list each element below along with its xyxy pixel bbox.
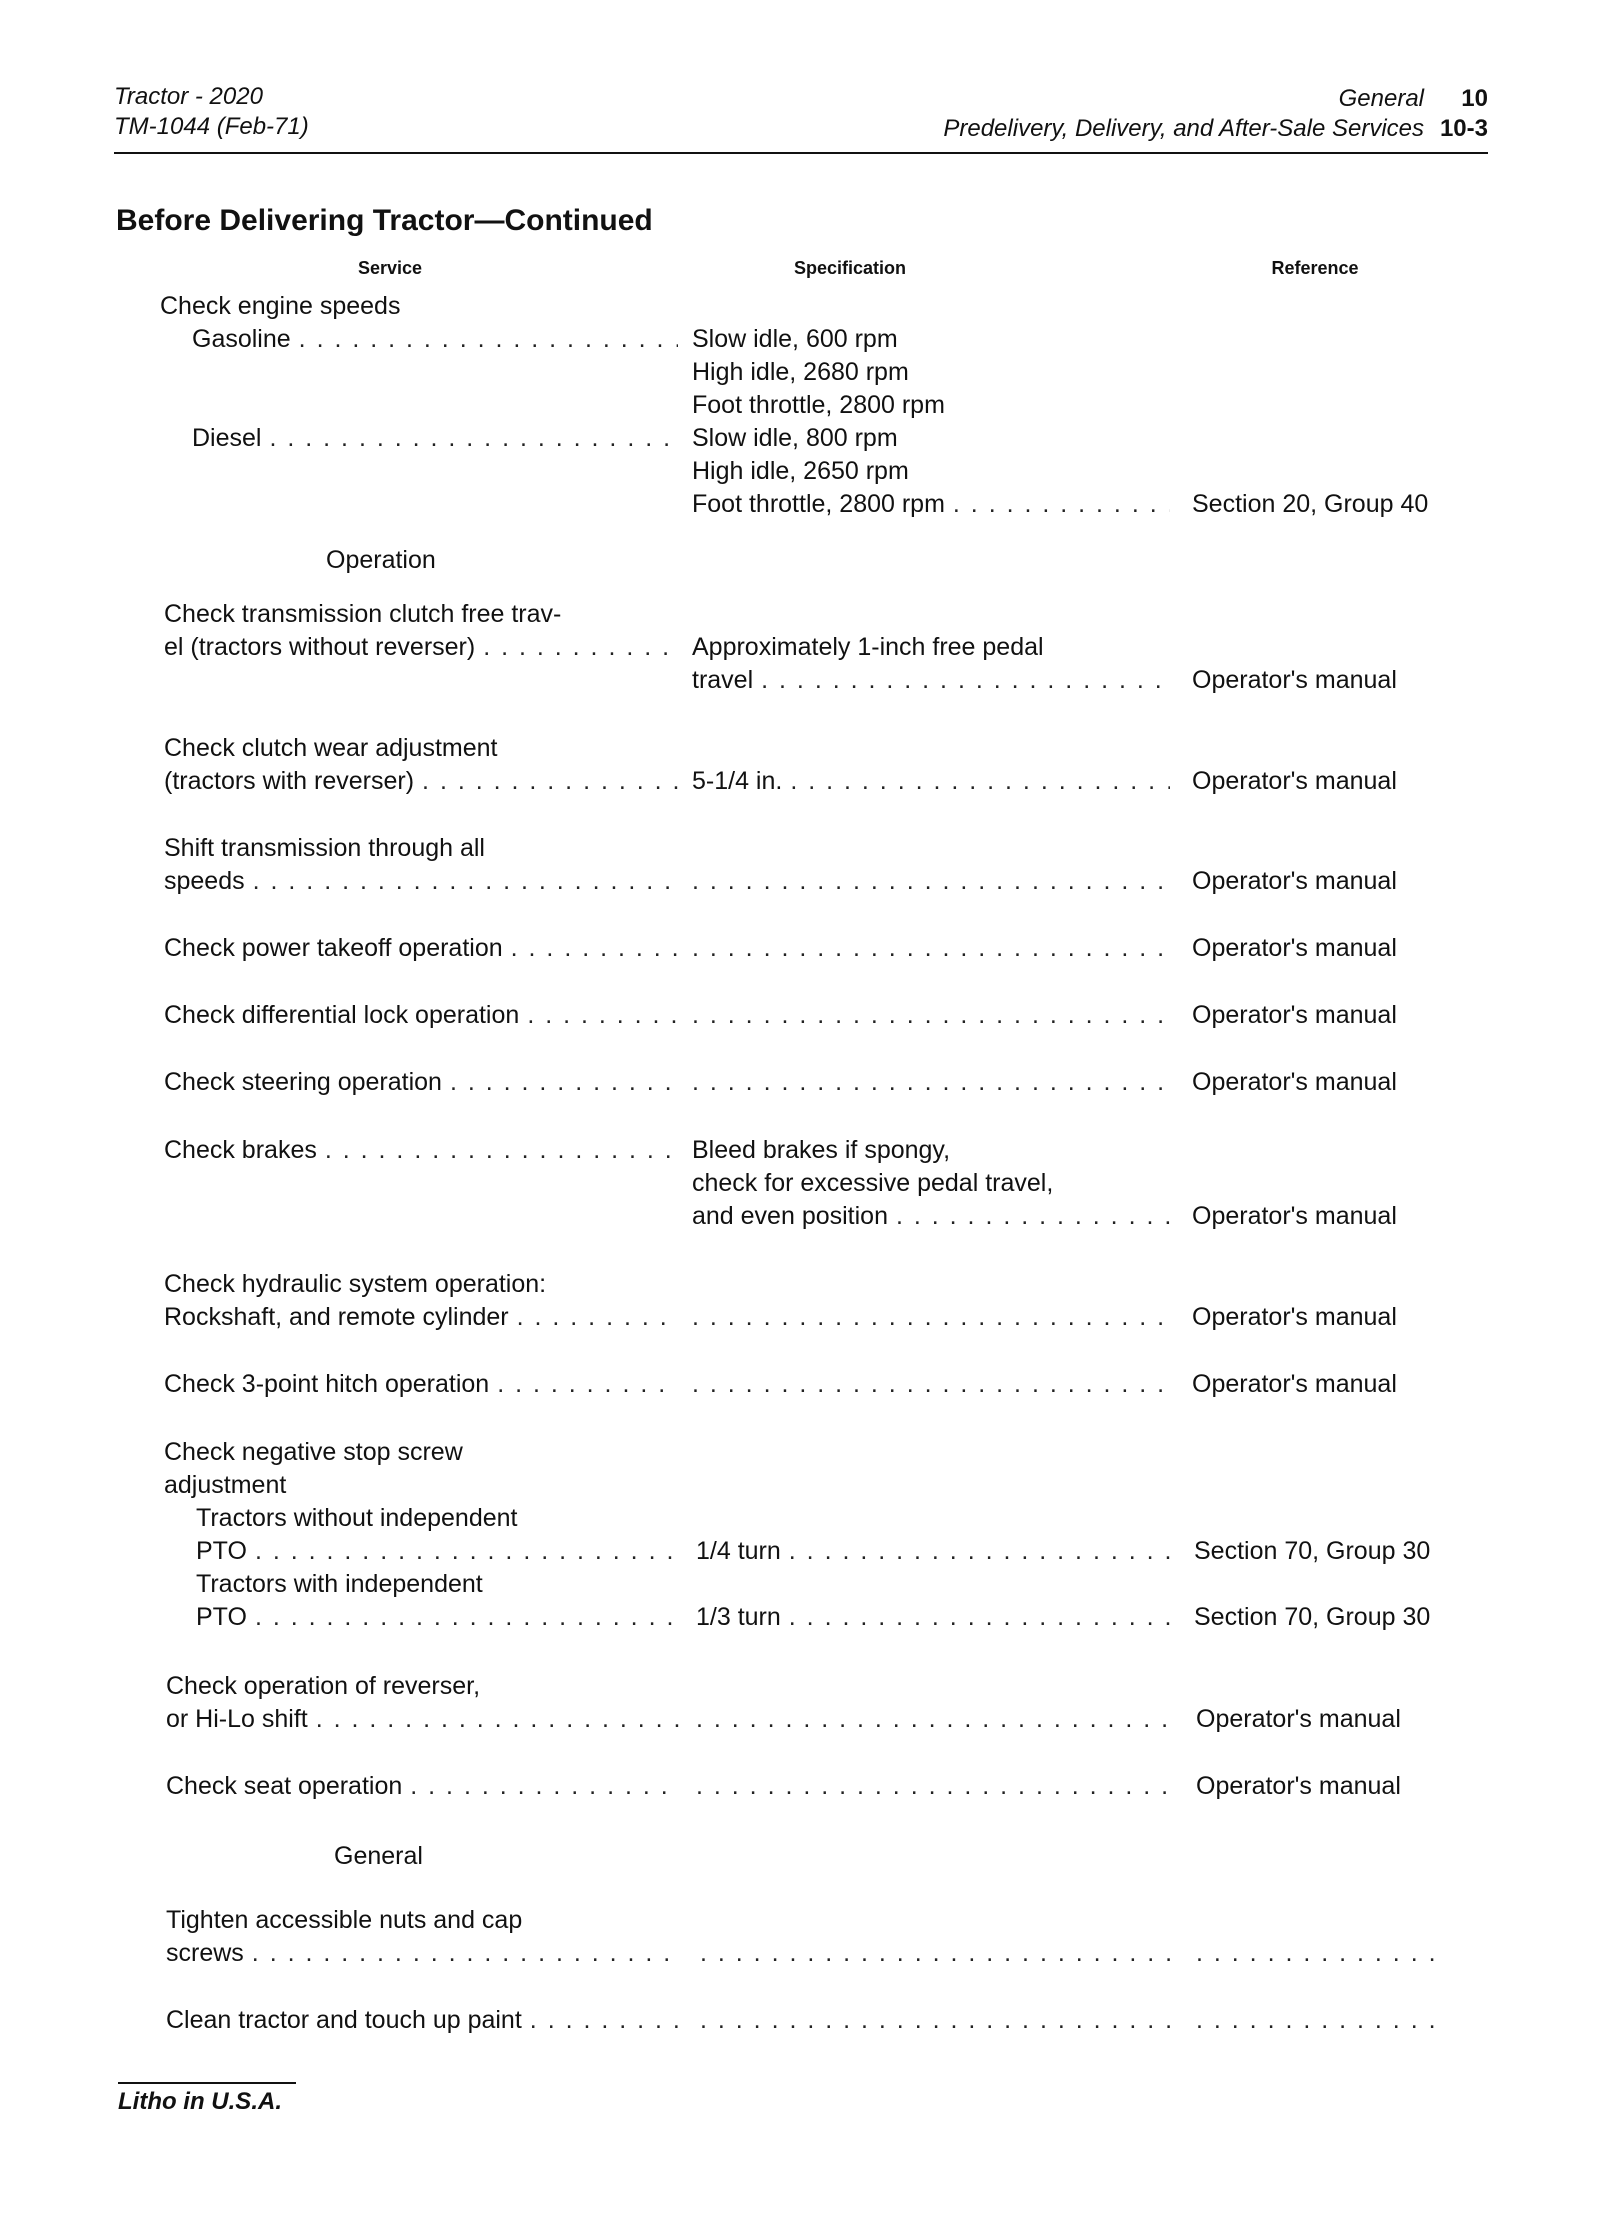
service-label: Check differential lock operation . . . bbox=[164, 999, 678, 1032]
service-label: Tractors without independent bbox=[196, 1504, 518, 1532]
spec-leader bbox=[692, 932, 1170, 965]
header-section-number: 10 bbox=[1461, 85, 1488, 112]
reference-value: Operator's manual bbox=[1196, 1705, 1401, 1733]
spec-leader bbox=[700, 2004, 1176, 2037]
service-label: PTO . . . bbox=[196, 1535, 678, 1568]
service-label: Tractors with independent bbox=[196, 1570, 483, 1598]
reference-value: Operator's manual bbox=[1196, 1772, 1401, 1800]
row-clean-paint bbox=[0, 2004, 1606, 2037]
spec-value: Slow idle, 600 rpm bbox=[692, 325, 898, 353]
leader-dots bbox=[299, 323, 678, 356]
service-label: or Hi-Lo shift . . . bbox=[166, 1703, 680, 1736]
leader-dots bbox=[410, 1770, 680, 1803]
reference-value: Operator's manual bbox=[1192, 1068, 1397, 1096]
service-label: Check operation of reverser, bbox=[166, 1672, 481, 1700]
row-seat bbox=[0, 1770, 1606, 1803]
service-label: Rockshaft, and remote cylinder . . . bbox=[164, 1301, 678, 1334]
section-heading-operation: Operation bbox=[326, 546, 436, 574]
service-label: Check seat operation . . . bbox=[166, 1770, 680, 1803]
column-header-specification: Specification bbox=[793, 258, 907, 278]
header-model: Tractor - 2020 bbox=[114, 83, 263, 110]
reference-value: Operator's manual bbox=[1192, 1370, 1397, 1398]
spec-value: Bleed brakes if spongy, bbox=[692, 1136, 951, 1164]
service-label: Gasoline . . . bbox=[192, 323, 678, 356]
leader-dots bbox=[511, 932, 678, 965]
service-label: Check negative stop screw bbox=[164, 1438, 463, 1466]
leader-dots bbox=[497, 1368, 678, 1401]
service-label: PTO . . . bbox=[196, 1601, 678, 1634]
service-label: Check clutch wear adjustment bbox=[164, 734, 498, 762]
leader-dots bbox=[700, 2004, 1176, 2037]
service-label: Check hydraulic system operation: bbox=[164, 1270, 547, 1298]
leader-dots bbox=[692, 1368, 1170, 1401]
row-brakes bbox=[0, 1134, 1606, 1233]
service-label: (tractors with reverser) . . . bbox=[164, 765, 678, 798]
header-left bbox=[114, 82, 309, 142]
leader-dots bbox=[789, 1535, 1170, 1568]
reference-value: Section 20, Group 40 bbox=[1192, 490, 1429, 518]
spec-value: Foot throttle, 2800 rpm . . . bbox=[692, 488, 1170, 521]
service-label: Check 3-point hitch operation . . . bbox=[164, 1368, 678, 1401]
header-rule bbox=[114, 152, 1488, 154]
spec-value: High idle, 2650 rpm bbox=[692, 457, 909, 485]
row-tighten bbox=[0, 1904, 1606, 1970]
row-hydraulic bbox=[0, 1268, 1606, 1334]
reference-leader bbox=[1196, 2004, 1438, 2037]
leader-dots bbox=[252, 1937, 680, 1970]
row-shift-transmission bbox=[0, 832, 1606, 898]
leader-dots bbox=[517, 1301, 678, 1334]
service-label: Shift transmission through all bbox=[164, 834, 485, 862]
header-section: General 10 bbox=[1338, 85, 1488, 112]
leader-dots bbox=[790, 765, 1170, 798]
leader-dots bbox=[696, 1770, 1174, 1803]
spec-value: 1/3 turn . . . bbox=[696, 1601, 1170, 1634]
row-engine-speeds bbox=[0, 290, 1606, 521]
service-label: screws . . . bbox=[166, 1937, 680, 1970]
spec-value: High idle, 2680 rpm bbox=[692, 358, 909, 386]
service-label: Clean tractor and touch up paint . . . bbox=[166, 2004, 680, 2037]
reference-value: Operator's manual bbox=[1192, 867, 1397, 895]
leader-dots bbox=[1196, 1937, 1438, 1970]
leader-dots bbox=[530, 2004, 680, 2037]
footer-rule bbox=[118, 2082, 296, 2084]
service-label: Check brakes . . . bbox=[164, 1134, 678, 1167]
reference-value: Operator's manual bbox=[1192, 934, 1397, 962]
leader-dots bbox=[692, 865, 1170, 898]
leader-dots bbox=[253, 865, 678, 898]
service-label: Check steering operation . . . bbox=[164, 1066, 678, 1099]
reference-value: Section 70, Group 30 bbox=[1194, 1603, 1431, 1631]
service-label: Tighten accessible nuts and cap bbox=[166, 1906, 523, 1934]
leader-dots bbox=[953, 488, 1170, 521]
leader-dots bbox=[692, 1066, 1170, 1099]
service-label: Diesel . . . bbox=[192, 422, 678, 455]
leader-dots bbox=[692, 932, 1170, 965]
reference-value: Operator's manual bbox=[1192, 1001, 1397, 1029]
service-label: adjustment bbox=[164, 1471, 287, 1499]
leader-dots bbox=[255, 1601, 678, 1634]
spec-leader bbox=[692, 999, 1170, 1032]
header-right bbox=[943, 84, 1488, 144]
spec-value: 5-1/4 in. . . . bbox=[692, 765, 1170, 798]
spec-value: check for excessive pedal travel, bbox=[692, 1169, 1054, 1197]
row-negative-stop-screw bbox=[0, 1436, 1606, 1634]
row-clutch-wear bbox=[0, 732, 1606, 798]
column-header-service: Service bbox=[357, 258, 423, 278]
spec-leader bbox=[696, 1703, 1174, 1736]
service-label: Check transmission clutch free trav- bbox=[164, 600, 562, 628]
spec-value: 1/4 turn . . . bbox=[696, 1535, 1170, 1568]
header-page-number: 10-3 bbox=[1439, 115, 1488, 142]
row-steering bbox=[0, 1066, 1606, 1099]
spec-value: travel . . . bbox=[692, 664, 1170, 697]
leader-dots bbox=[422, 765, 678, 798]
spec-value: Foot throttle, 2800 rpm bbox=[692, 391, 945, 419]
leader-dots bbox=[761, 664, 1170, 697]
row-power-takeoff bbox=[0, 932, 1606, 965]
reference-value: Operator's manual bbox=[1192, 666, 1397, 694]
spec-leader bbox=[692, 1368, 1170, 1401]
service-label: Check engine speeds bbox=[160, 292, 401, 320]
spec-value: and even position . . . bbox=[692, 1200, 1170, 1233]
leader-dots bbox=[692, 1301, 1170, 1334]
header-manual-id: TM-1044 (Feb-71) bbox=[114, 113, 309, 140]
service-label: Check power takeoff operation . . . bbox=[164, 932, 678, 965]
leader-dots bbox=[316, 1703, 680, 1736]
column-header-reference: Reference bbox=[1271, 258, 1359, 278]
row-reverser bbox=[0, 1670, 1606, 1736]
reference-value: Operator's manual bbox=[1192, 767, 1397, 795]
spec-leader bbox=[692, 1301, 1170, 1334]
leader-dots bbox=[269, 422, 678, 455]
spec-leader bbox=[692, 1066, 1170, 1099]
spec-value: Approximately 1-inch free pedal bbox=[692, 633, 1044, 661]
reference-value: Section 70, Group 30 bbox=[1194, 1537, 1431, 1565]
leader-dots bbox=[450, 1066, 678, 1099]
reference-value: Operator's manual bbox=[1192, 1202, 1397, 1230]
section-heading-general: General bbox=[334, 1842, 423, 1870]
footer-imprint: Litho in U.S.A. bbox=[118, 2088, 282, 2115]
leader-dots bbox=[700, 1937, 1176, 1970]
page-title: Before Delivering Tractor—Continued bbox=[116, 204, 653, 237]
reference-value: Operator's manual bbox=[1192, 1303, 1397, 1331]
service-label: speeds . . . bbox=[164, 865, 678, 898]
reference-leader bbox=[1196, 1937, 1438, 1970]
header-group: Predelivery, Delivery, and After-Sale Services 10-3 bbox=[943, 115, 1488, 142]
spec-leader bbox=[692, 865, 1170, 898]
row-3-point-hitch bbox=[0, 1368, 1606, 1401]
row-clutch-free-travel bbox=[0, 598, 1606, 697]
leader-dots bbox=[692, 999, 1170, 1032]
leader-dots bbox=[696, 1703, 1174, 1736]
service-label: el (tractors without reverser) . . . bbox=[164, 631, 678, 664]
leader-dots bbox=[1196, 2004, 1438, 2037]
spec-leader bbox=[696, 1770, 1174, 1803]
leader-dots bbox=[896, 1200, 1170, 1233]
leader-dots bbox=[325, 1134, 678, 1167]
leader-dots bbox=[527, 999, 678, 1032]
leader-dots bbox=[255, 1535, 678, 1568]
leader-dots bbox=[483, 631, 678, 664]
row-differential-lock bbox=[0, 999, 1606, 1032]
spec-leader bbox=[700, 1937, 1176, 1970]
leader-dots bbox=[789, 1601, 1170, 1634]
spec-value: Slow idle, 800 rpm bbox=[692, 424, 898, 452]
